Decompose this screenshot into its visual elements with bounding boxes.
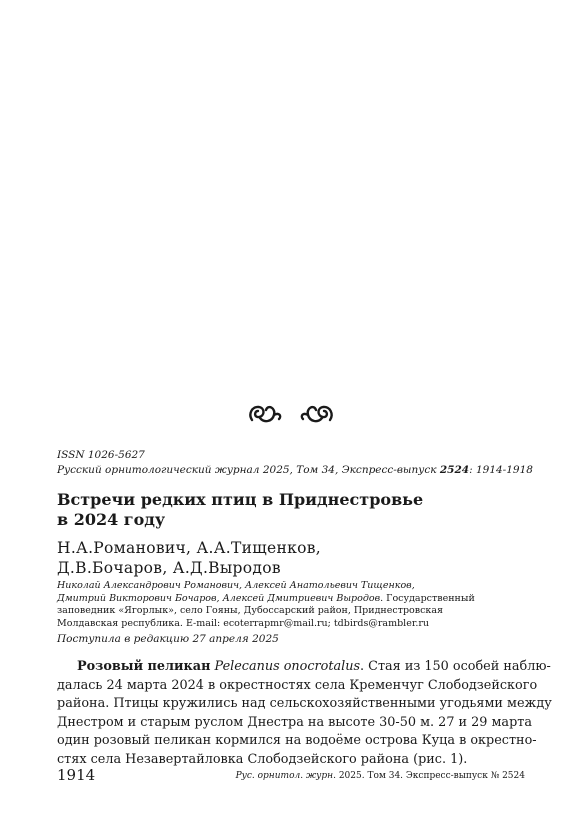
journal-citation bbox=[57, 463, 533, 478]
affiliation bbox=[57, 580, 527, 630]
body-line-1-rest: . Стая из 150 особей наблю- bbox=[360, 659, 551, 674]
body-line-4: Днестром и старым руслом Днестра на высоте 30-50 м. 27 и 29 марта bbox=[57, 714, 532, 730]
authors-line-2: Д.В.Бочаров, А.Д.Выродов bbox=[57, 559, 281, 577]
title-line-2: в 2024 году bbox=[57, 510, 166, 529]
body-line-1 bbox=[57, 658, 551, 677]
running-footer bbox=[236, 770, 525, 782]
body-line-6: стях села Незавертайловка Слободзейского района (рис. 1). bbox=[57, 751, 468, 767]
authors-line-1: Н.А.Романович, А.А.Тищенков, bbox=[57, 539, 321, 557]
page-range: : 1914-1918 bbox=[469, 464, 533, 476]
issn: ISSN 1026-5627 bbox=[57, 449, 145, 461]
species-name: Розовый пеликан bbox=[77, 659, 211, 674]
ornament-icon bbox=[246, 400, 336, 426]
latin-name: Pelecanus onocrotalus bbox=[214, 659, 361, 674]
journal-abbrev: Рус. орнитол. журн. bbox=[235, 771, 336, 781]
affiliation-line-2-names: Дмитрий Викторович Бочаров, Алексей Дмитриевич Выродов bbox=[57, 592, 381, 604]
issue-number: 2524 bbox=[439, 464, 470, 476]
authors bbox=[57, 538, 527, 578]
page-number: 1914 bbox=[57, 766, 96, 784]
body-line-3: района. Птицы кружились над сельскохозяйственными угодьями между bbox=[57, 696, 552, 711]
body-line-2: далась 24 марта 2024 в окрестностях села Кременчуг Слободзейского bbox=[57, 677, 538, 693]
affiliation-line-3: заповедник «Ягорлык», село Гояны, Дубоссарский район, Приднестровская bbox=[57, 605, 444, 616]
body-paragraph bbox=[57, 658, 552, 769]
affiliation-line-4: Молдавская республика. E-mail: ecoterrapmr@mail.ru; tdbirds@rambler.ru bbox=[57, 617, 430, 629]
article-title bbox=[57, 490, 527, 530]
received-date: Поступила в редакцию 27 апреля 2025 bbox=[57, 633, 279, 645]
affiliation-line-2-rest: . Государственный bbox=[380, 592, 475, 604]
journal-prefix: Русский орнитологический журнал 2025, Том 34, Экспресс-выпуск bbox=[57, 464, 440, 476]
title-line-1: Встречи редких птиц в Приднестровье bbox=[57, 490, 424, 509]
affiliation-line-1: Николай Александрович Романович, Алексей Анатольевич Тищенков, bbox=[57, 580, 415, 591]
footer-rest: 2025. Том 34. Экспресс-выпуск № 2524 bbox=[335, 771, 525, 781]
body-line-5: один розовый пеликан кормился на водоёме острова Куца в окрестно- bbox=[57, 733, 537, 748]
